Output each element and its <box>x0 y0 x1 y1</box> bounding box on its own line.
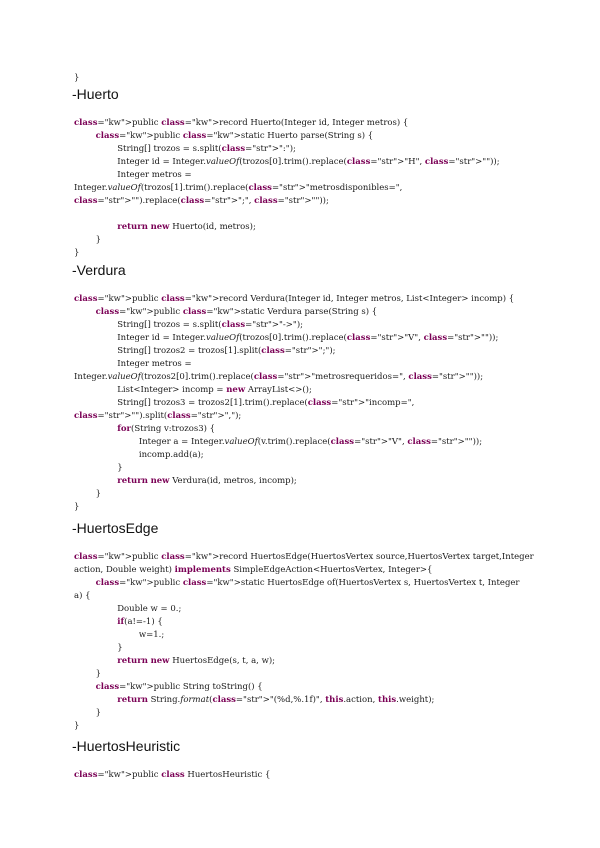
code-line: List<Integer> incomp = new ArrayList<>(); <box>74 385 312 395</box>
code-block-huertosedge <box>74 538 534 733</box>
code-line: class="kw">public class="kw">static HuertosEdge of(HuertosVertex s, HuertosVertex t, Integer <box>95 578 520 588</box>
code-line: incomp.add(a); <box>74 450 204 460</box>
code-line: a) { <box>74 591 91 601</box>
code-line: class="kw">public class="kw">record HuertosEdge(HuertosVertex source,HuertosVertex target,Integer <box>74 552 534 562</box>
code-block-huertosheuristic <box>74 756 270 782</box>
code-line: Integer id = Integer.valueOf(trozos[0].trim().replace(class="str">"H", class="str">"")); <box>74 157 500 167</box>
code-line: Integer.valueOf(trozos[1].trim().replace(class="str">"metrosdisponibles=", <box>74 183 403 193</box>
code-line: class="kw">public class HuertosHeuristic { <box>74 770 271 780</box>
code-line: Double w = 0.; <box>74 604 182 614</box>
code-line: } <box>74 502 80 512</box>
code-line: return new Huerto(id, metros); <box>117 222 256 232</box>
code-line: } <box>74 463 123 473</box>
code-block-verdura <box>74 280 514 514</box>
code-line: } <box>74 708 102 718</box>
code-line: if(a!=-1) { <box>117 617 163 627</box>
code-line: } <box>74 721 80 731</box>
code-line: class="str">"").split(class="str">","); <box>74 411 242 421</box>
code-line: class="kw">public String toString() { <box>95 682 263 692</box>
code-line: class="str">"").replace(class="str">";", class="str">"")); <box>74 196 329 206</box>
section-heading-verdura: -Verdura <box>72 262 126 278</box>
code-line: Integer a = Integer.valueOf(v.trim().replace(class="str">"V", class="str">"")); <box>74 437 483 447</box>
code-line: } <box>74 248 80 258</box>
code-line: String[] trozos3 = trozos2[1].trim().replace(class="str">"incomp=", <box>74 398 415 408</box>
section-heading-huertosedge: -HuertosEdge <box>72 520 159 536</box>
section-heading-huertosheuristic: -HuertosHeuristic <box>72 738 181 754</box>
code-line: Integer.valueOf(trozos2[0].trim().replace(class="str">"metrosrequeridos=", class="str">"")); <box>74 372 484 382</box>
code-line: } <box>74 669 102 679</box>
code-line: Integer metros = <box>74 170 192 180</box>
code-closing-brace: } <box>74 73 80 83</box>
code-line: class="kw">public class="kw">record Verdura(Integer id, Integer metros, List<Integer> incomp) { <box>74 294 515 304</box>
code-line: return String.format(class="str">"(%d,%.1f)", this.action, this.weight); <box>117 695 435 705</box>
code-line: } <box>74 489 102 499</box>
code-line: } <box>74 235 102 245</box>
code-line: class="kw">public class="kw">static Verdura parse(String s) { <box>95 307 378 317</box>
code-line: return new HuertosEdge(s, t, a, w); <box>117 656 276 666</box>
code-line: return new Verdura(id, metros, incomp); <box>117 476 297 486</box>
code-line: for(String v:trozos3) { <box>117 424 216 434</box>
code-line: class="kw">public class="kw">record Huerto(Integer id, Integer metros) { <box>74 118 409 128</box>
code-line: class="kw">public class="kw">static Huerto parse(String s) { <box>95 131 374 141</box>
code-line: Integer id = Integer.valueOf(trozos[0].trim().replace(class="str">"V", class="str">"")); <box>74 333 499 343</box>
code-block-huerto <box>74 104 500 260</box>
code-line: String[] trozos = s.split(class="str">":"); <box>74 144 296 154</box>
code-line: w=1.; <box>74 630 165 640</box>
section-heading-huerto: -Huerto <box>72 86 119 102</box>
code-line: String[] trozos = s.split(class="str">"->"); <box>74 320 304 330</box>
code-line: Integer metros = <box>74 359 192 369</box>
code-line: action, Double weight) implements SimpleEdgeAction<HuertosVertex, Integer>{ <box>74 565 433 575</box>
code-line: } <box>74 643 123 653</box>
code-line: String[] trozos2 = trozos[1].split(class="str">";"); <box>74 346 336 356</box>
